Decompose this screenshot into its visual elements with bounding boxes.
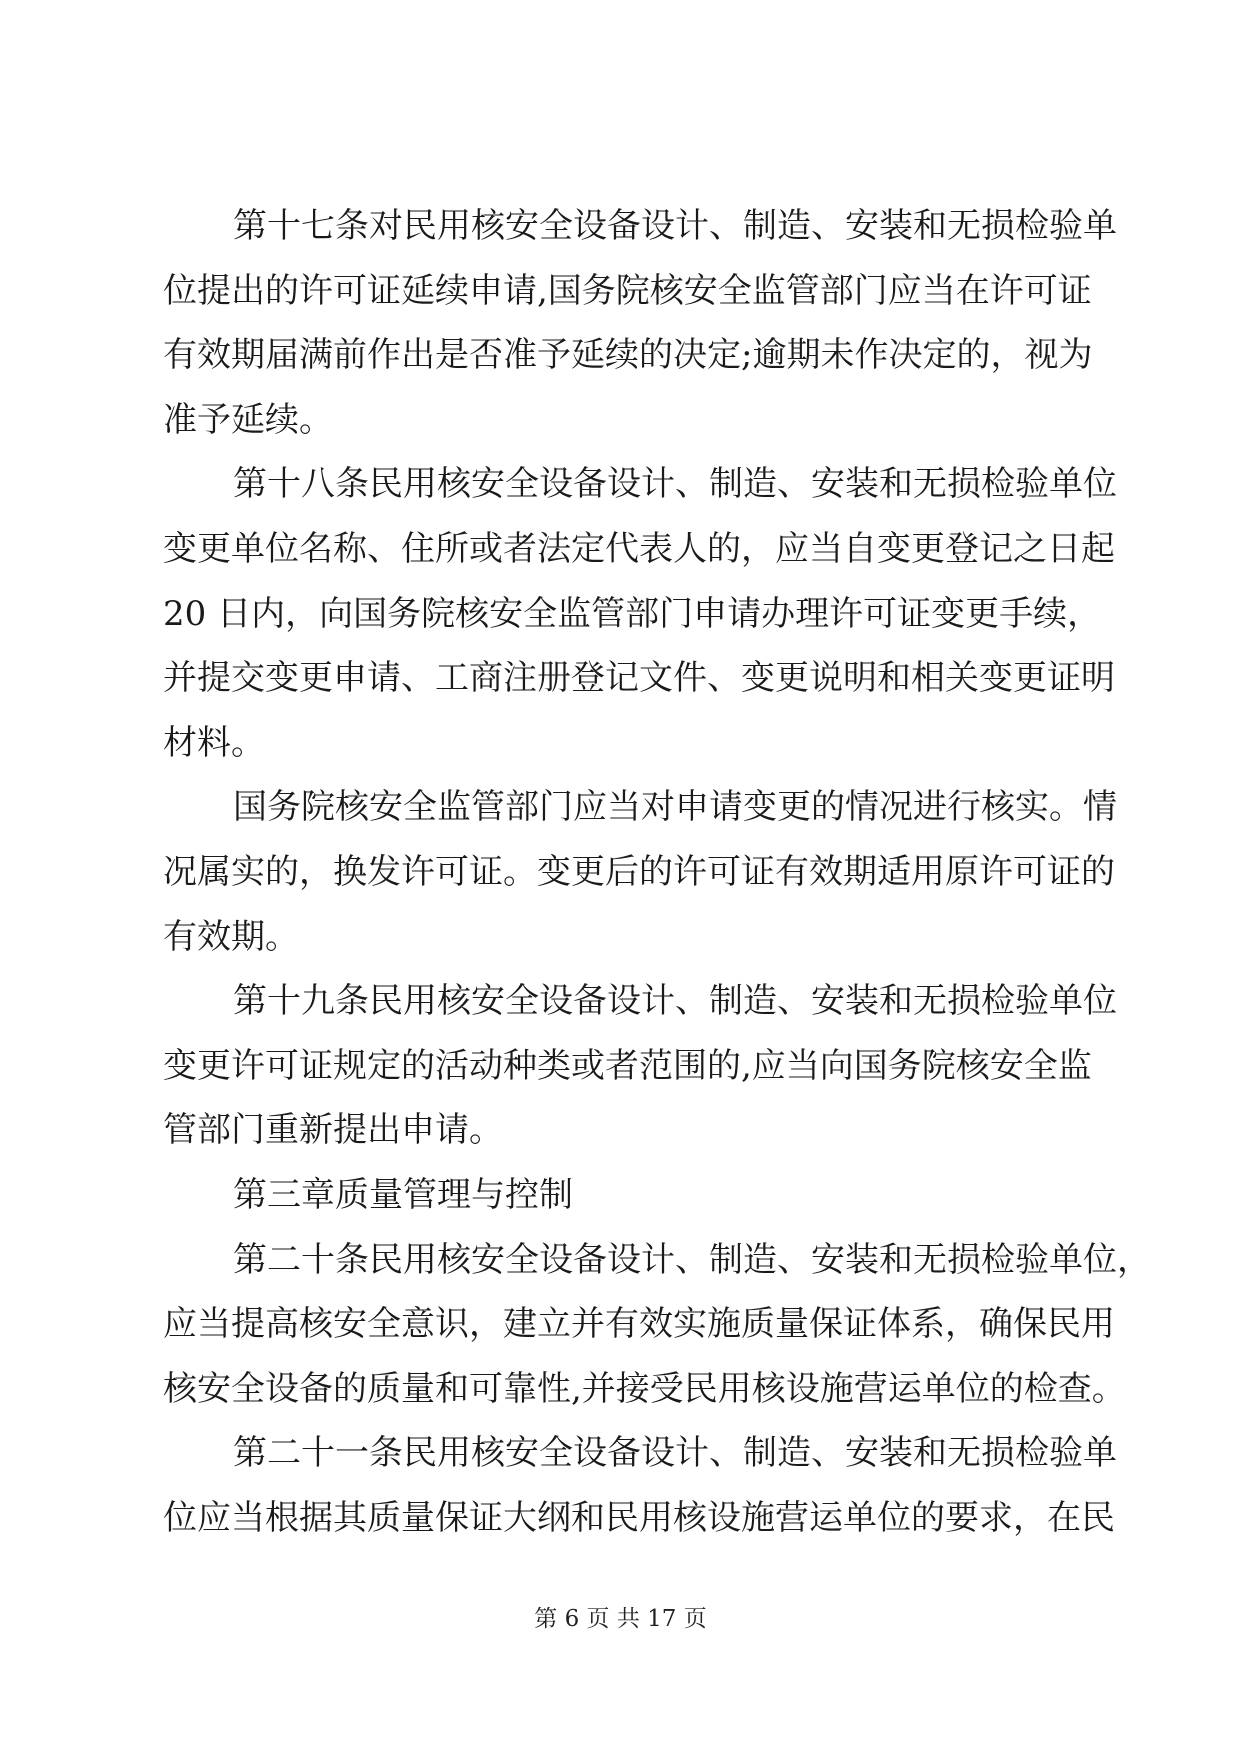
text-line: 材料。 xyxy=(163,723,265,763)
text-line: 变更单位名称、住所或者法定代表人的，应当自变更登记之日起 xyxy=(163,529,1115,569)
text-line: 国务院核安全监管部门应当对申请变更的情况进行核实。情 xyxy=(233,787,1117,827)
text-line: 第二十一条民用核安全设备设计、制造、安装和无损检验单 xyxy=(233,1433,1117,1473)
text-line: 位应当根据其质量保证大纲和民用核设施营运单位的要求，在民 xyxy=(163,1498,1115,1538)
text-line: 应当提高核安全意识，建立并有效实施质量保证体系，确保民用 xyxy=(163,1304,1115,1344)
page-footer: 第 6 页 共 17 页 xyxy=(534,1606,707,1632)
text-line: 第十七条对民用核安全设备设计、制造、安装和无损检验单 xyxy=(233,206,1117,246)
text-line: 20 日内，向国务院核安全监管部门申请办理许可证变更手续， xyxy=(163,594,1102,634)
text-line: 核安全设备的质量和可靠性,并接受民用核设施营运单位的检查。 xyxy=(163,1369,1126,1409)
text-line: 第十九条民用核安全设备设计、制造、安装和无损检验单位 xyxy=(233,981,1117,1021)
text-line: 准予延续。 xyxy=(163,400,333,440)
text-line: 并提交变更申请、工商注册登记文件、变更说明和相关变更证明 xyxy=(163,658,1115,698)
text-line: 位提出的许可证延续申请,国务院核安全监管部门应当在许可证 xyxy=(163,271,1092,311)
text-line: 况属实的，换发许可证。变更后的许可证有效期适用原许可证的 xyxy=(163,852,1115,892)
text-line: 管部门重新提出申请。 xyxy=(163,1110,503,1150)
text-line: 有效期届满前作出是否准予延续的决定;逾期未作决定的，视为 xyxy=(163,335,1093,375)
text-line: 第三章质量管理与控制 xyxy=(233,1175,573,1215)
text-line: 第十八条民用核安全设备设计、制造、安装和无损检验单位 xyxy=(233,464,1117,504)
text-line: 变更许可证规定的活动种类或者范围的,应当向国务院核安全监 xyxy=(163,1046,1092,1086)
text-line: 第二十条民用核安全设备设计、制造、安装和无损检验单位， xyxy=(233,1240,1151,1280)
text-line: 有效期。 xyxy=(163,917,299,957)
